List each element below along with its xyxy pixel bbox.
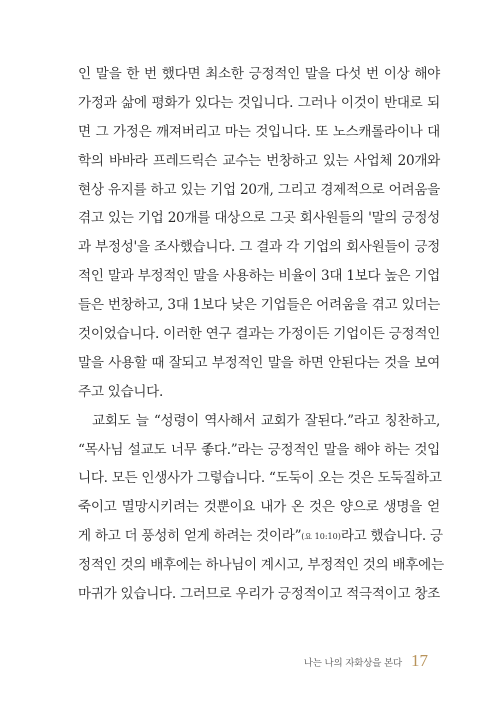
text-line: 죽이고 멸망시키려는 것뿐이요 내가 온 것은 양으로 생명을 얻 bbox=[78, 499, 440, 516]
text-line: 것이었습니다. 이러한 연구 결과는 가정이든 기업이든 긍정적인 bbox=[78, 326, 440, 343]
text-line: 적인 말과 부정적인 말을 사용하는 비율이 3대 1보다 높은 기업 bbox=[78, 268, 440, 285]
paragraph-first-line: 교회도 늘 “성령이 역사해서 교회가 잘된다.”라고 칭찬하고, bbox=[92, 412, 440, 429]
text-line bbox=[78, 522, 443, 551]
text-line: 과 부정성'을 조사했습니다. 그 결과 각 기업의 회사원들이 긍정 bbox=[78, 239, 440, 256]
text-line: 말을 사용할 때 잘되고 부정적인 말을 하면 안된다는 것을 보여 bbox=[78, 354, 440, 371]
running-title: 나는 나의 자화상을 본다 bbox=[303, 658, 402, 669]
text-line: 면 그 가정은 깨져버리고 마는 것입니다. 또 노스캐롤라이나 대 bbox=[78, 123, 440, 140]
text-line: 주고 있습니다. bbox=[78, 383, 164, 400]
text-line: 정적인 것의 배후에는 하나님이 계시고, 부정적인 것의 배후에는 bbox=[78, 557, 444, 574]
text-line: 들은 번창하고, 3대 1보다 낮은 기업들은 어려움을 겪고 있더는 bbox=[78, 297, 440, 314]
text-line: “목사님 설교도 너무 좋다.”라는 긍정적인 말을 해야 하는 것입 bbox=[78, 441, 440, 458]
text-segment: 게 하고 더 풍성히 얻게 하려는 것이라” bbox=[78, 528, 302, 545]
text-line: 니다. 모든 인생사가 그렇습니다. “도둑이 오는 것은 도둑질하고 bbox=[78, 470, 442, 487]
page-number: 17 bbox=[411, 651, 428, 670]
bible-reference: (요 10:10) bbox=[301, 532, 341, 542]
text-line: 현상 유지를 하고 있는 기업 20개, 그리고 경제적으로 어려움을 bbox=[78, 181, 440, 198]
text-segment: 라고 했습니다. 긍 bbox=[340, 528, 443, 545]
text-line: 가정과 삶에 평화가 있다는 것입니다. 그러나 이것이 반대로 되 bbox=[78, 94, 440, 111]
text-line: 마귀가 있습니다. 그러므로 우리가 긍정적이고 적극적이고 창조 bbox=[78, 586, 440, 603]
text-line: 학의 바바라 프레드릭슨 교수는 번창하고 있는 사업체 20개와 bbox=[78, 152, 440, 169]
text-line: 겪고 있는 기업 20개를 대상으로 그곳 회사원들의 '말의 긍정성 bbox=[78, 210, 440, 227]
page-footer bbox=[304, 651, 428, 671]
text-line: 인 말을 한 번 했다면 최소한 긍정적인 말을 다섯 번 이상 해야 bbox=[78, 66, 440, 82]
body-text bbox=[78, 60, 444, 609]
